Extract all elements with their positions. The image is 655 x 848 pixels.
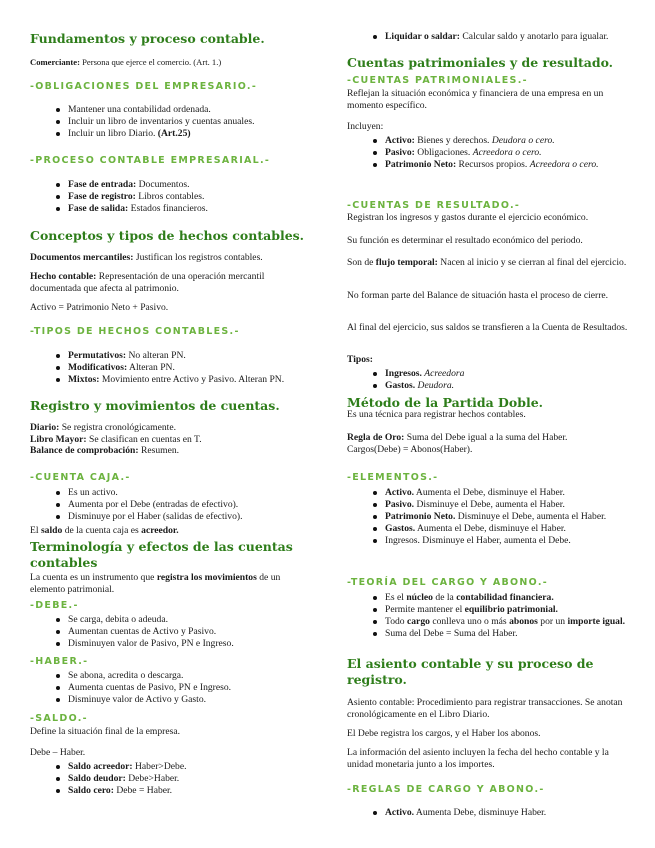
list-item [68,191,317,203]
proceso-list [30,179,317,215]
item-text: Debe>Haber. [128,773,180,784]
item-label: Saldo acreedor: [68,761,133,772]
item-text: Aumenta el Debe, disminuye el Haber. [415,487,565,498]
asiento-p2: El Debe registra los cargos, y el Haber los abonos. [347,728,541,739]
item-text: Disminuye el Debe, aumenta el Haber. [457,511,607,522]
comerciante-text: Persona que ejerce el comercio. (Art. 1.) [82,57,222,67]
list-item [385,616,632,628]
debe-list [30,614,317,650]
resultado-p3 [347,257,632,269]
cargos-equation: Cargos(Debe) = Abonos(Haber). [347,444,473,455]
list-item: Aumenta cuentas de Pasivo, PN e Ingreso. [68,682,317,694]
item-text: Recursos propios. [458,159,528,170]
reglas-list [347,807,632,819]
text-run: Todo [385,616,405,627]
mayor-line [30,434,317,446]
item-text: Justifican los registros contables. [135,252,263,263]
saldos-list [30,761,317,797]
item-text: No alteran PN. [128,350,186,361]
asiento-p1: Asiento contable: Procedimiento para registrar transacciones. Se anotan cronológicamente en el Libro Diario. [347,697,623,720]
list-item [68,773,317,785]
caja-list [30,487,317,523]
text-run-bold: contabilidad financiera. [456,592,554,603]
item-label: Fase de salida: [68,203,129,214]
list-item [68,179,317,191]
list-item [385,604,632,616]
heading-debe: -DEBE.- [30,600,79,611]
item-label: Gastos. [385,380,416,391]
list-item [68,761,317,773]
article-ref: (Art.25) [157,128,191,139]
list-item: Aumentan cuentas de Activo y Pasivo. [68,626,317,638]
haber-list [30,670,317,706]
list-item [385,135,632,147]
elementos-list [347,487,632,547]
section-title-asiento: El asiento contable y su proceso de registro. [347,656,594,687]
item-text: Se clasifican en cuentas en T. [89,433,202,445]
text-run: La cuenta es un instrumento que [30,572,155,583]
comerciante-definition [30,57,317,69]
list-item-text: Incluir un libro Diario. [68,128,156,139]
text-run-bold: núcleo [406,592,433,603]
list-item [68,362,317,374]
text-run: de la [435,592,454,603]
list-item [385,368,632,380]
regla-oro [347,432,632,444]
text-run-bold: importe igual. [567,616,626,627]
item-italic: Deudora. [417,380,455,391]
list-item [385,487,632,499]
item-label: Liquidar o saldar: [385,31,460,42]
item-text: Estados financieros. [130,203,208,214]
item-text: Debe = Haber. [116,785,173,796]
tipos-list [30,350,317,386]
item-label: Activo. [385,807,415,818]
item-label: Saldo deudor: [68,773,126,784]
partida-text: Es una técnica para registrar hechos contables. [347,409,526,420]
list-item [385,159,632,171]
text-run: por un [540,616,566,627]
item-label: Balance de comprobación: [30,445,139,456]
item-label: Modificativos: [68,362,128,373]
text-run-bold: equilibrio patrimonial. [464,604,558,615]
heading-patrimoniales: -CUENTAS PATRIMONIALES.- [347,75,528,86]
resultado-p1: Registran los ingresos y gastos durante el ejercicio económico. [347,212,589,223]
item-text: Ingresos. Disminuye el Haber, aumenta el Debe. [385,535,571,546]
item-label: Pasivo. [385,499,415,510]
list-item: Suma del Debe = Suma del Haber. [385,628,632,640]
libros-definitions [30,422,317,457]
heading-teoria: -TEORÍA DEL CARGO Y ABONO.- [347,577,548,588]
list-item: Disminuye por el Haber (salidas de efectivo). [68,511,317,523]
item-text: Aumenta el Debe, disminuye el Haber. [417,523,566,534]
item-label: Fase de entrada: [68,179,137,190]
item-label: Diario: [30,422,60,433]
cuenta-definition [30,572,317,595]
item-italic: Deudora o cero. [491,135,555,146]
text-run: conlleva uno o más [432,616,507,627]
item-text: Obligaciones. [417,147,471,158]
balance-line [30,445,317,457]
list-item [385,807,632,819]
list-item [385,535,632,547]
item-label: Gastos. [385,523,416,534]
item-text: Haber>Debe. [134,761,187,772]
list-item [385,511,632,523]
documentos-definition [30,252,317,264]
heading-tipos-hechos: -TIPOS DE HECHOS CONTABLES.- [30,326,240,337]
item-text: Calcular saldo y anotarlo para igualar. [462,31,609,42]
item-text: Representación de una operación mercantil documentada que afecta al patrimonio. [30,271,265,294]
item-text: Documentos. [138,179,190,190]
item-italic: Acreedora o cero. [529,159,599,170]
section-title-fundamentos: Fundamentos y proceso contable. [30,31,265,46]
heading-elementos: -ELEMENTOS.- [347,472,439,483]
item-text: Resumen. [140,445,180,456]
list-item [385,380,632,392]
item-italic: Acreedora [424,368,465,379]
comerciante-label: Comerciante: [30,57,80,67]
list-item: Disminuyen valor de Pasivo, PN e Ingreso. [68,638,317,650]
saldo-definition: Define la situación final de la empresa. [30,726,180,737]
item-text: Suma del Debe igual a la suma del Haber. [406,432,568,443]
item-label: Hecho contable: [30,271,97,282]
text-run: El [30,525,39,536]
liquidar-list [347,31,632,43]
section-title-cuentas: Cuentas patrimoniales y de resultado. [347,55,614,70]
section-title-terminologia: Terminología y efectos de las cuentas contables [30,539,293,570]
list-item: Aumenta por el Debe (entradas de efectivo). [68,499,317,511]
patrimoniales-text: Reflejan la situación económica y financiera de una empresa en un momento específico. [347,88,604,111]
text-run: Es el [385,592,404,603]
diario-line [30,422,317,434]
heading-haber: -HABER.- [30,656,89,667]
heading-reglas: -REGLAS DE CARGO Y ABONO.- [347,784,545,795]
hecho-definition [30,271,317,294]
tipos-label [347,354,632,366]
list-item [68,350,317,362]
item-text: Se registra cronológicamente. [61,422,177,433]
heading-cuenta-caja: -CUENTA CAJA.- [30,472,131,483]
item-label: Documentos mercantiles: [30,252,134,263]
item-text: Alteran PN. [129,362,175,373]
activo-equation: Activo = Patrimonio Neto + Pasivo. [30,302,169,313]
list-item: Mantener una contabilidad ordenada. [68,104,317,116]
list-item: Es un activo. [68,487,317,499]
text-run: de un elemento patrimonial. [30,572,281,595]
saldo-equation: Debe – Haber. [30,747,86,758]
item-label: Pasivo: [385,147,415,158]
text-run: Son de [347,257,374,268]
teoria-list [347,592,632,640]
resultado-p2: Su función es determinar el resultado económico del periodo. [347,235,583,246]
item-text: Aumenta Debe, disminuye Haber. [415,807,547,818]
item-label: Ingresos. [385,368,422,379]
list-item [385,147,632,159]
obligaciones-list [30,104,317,140]
section-title-registro: Registro y movimientos de cuentas. [30,398,280,413]
item-label: Permutativos: [68,350,127,361]
list-item [385,31,632,43]
item-text: Bienes y derechos. [417,135,490,146]
item-text: Movimiento entre Activo y Pasivo. Alteran PN. [101,374,285,385]
list-item: Se carga, debita o adeuda. [68,614,317,626]
heading-resultado: -CUENTAS DE RESULTADO.- [347,200,521,211]
section-title-conceptos: Conceptos y tipos de hechos contables. [30,228,305,243]
item-label: Patrimonio Neto. [385,511,456,522]
list-item [385,592,632,604]
list-item: Incluir un libro de inventarios y cuentas anuales. [68,116,317,128]
item-italic: Acreedora o cero. [472,147,542,158]
item-label: Activo. [385,487,415,498]
heading-obligaciones: -OBLIGACIONES DEL EMPRESARIO.- [30,81,258,92]
item-label: Regla de Oro: [347,432,405,443]
list-item: Se abona, acredita o descarga. [68,670,317,682]
item-text: Libros contables. [138,191,205,202]
item-label: Saldo cero: [68,785,114,796]
heading-saldo: -SALDO.- [30,713,88,724]
caja-saldo [30,525,317,537]
resultado-p5: Al final del ejercicio, sus saldos se transfieren a la Cuenta de Resultados. [347,322,628,333]
list-item [68,203,317,215]
item-label: Patrimonio Neto: [385,159,457,170]
list-item [68,785,317,797]
item-label: Activo: [385,135,415,146]
text-run-bold: Tipos: [347,354,373,365]
list-item [68,374,317,386]
resultado-p4: No forman parte del Balance de situación hasta el proceso de cierre. [347,290,609,301]
item-label: Libro Mayor: [30,433,87,445]
asiento-p3: La información del asiento incluyen la fecha del hecho contable y la unidad monetaria junto a los importes. [347,747,609,770]
item-label: Fase de registro: [68,191,136,202]
text-run-bold: abonos [509,616,538,627]
text-run-bold: registra los movimientos [156,572,257,583]
tipos-resultado-list [347,368,632,392]
list-item [68,128,317,140]
text-run-bold: acreedor. [141,525,179,536]
item-label: Mixtos: [68,374,100,385]
text-run: de la cuenta caja es [64,525,139,536]
list-item [385,523,632,535]
text-run-bold: saldo [40,525,63,536]
incluyen-label: Incluyen: [347,121,384,132]
text-run-bold: flujo temporal: [375,257,438,268]
item-text: Disminuye el Debe, aumenta el Haber. [416,499,565,510]
list-item [385,499,632,511]
heading-proceso: -PROCESO CONTABLE EMPRESARIAL.- [30,155,271,166]
text-run: Permite mantener el [385,604,463,615]
text-run-bold: cargo [407,616,430,627]
incluyen-list [347,135,632,171]
section-title-partida-doble: Método de la Partida Doble. [347,395,544,410]
text-run: Nacen al inicio y se cierran al final del ejercicio. [440,257,627,268]
list-item: Disminuye valor de Activo y Gasto. [68,694,317,706]
